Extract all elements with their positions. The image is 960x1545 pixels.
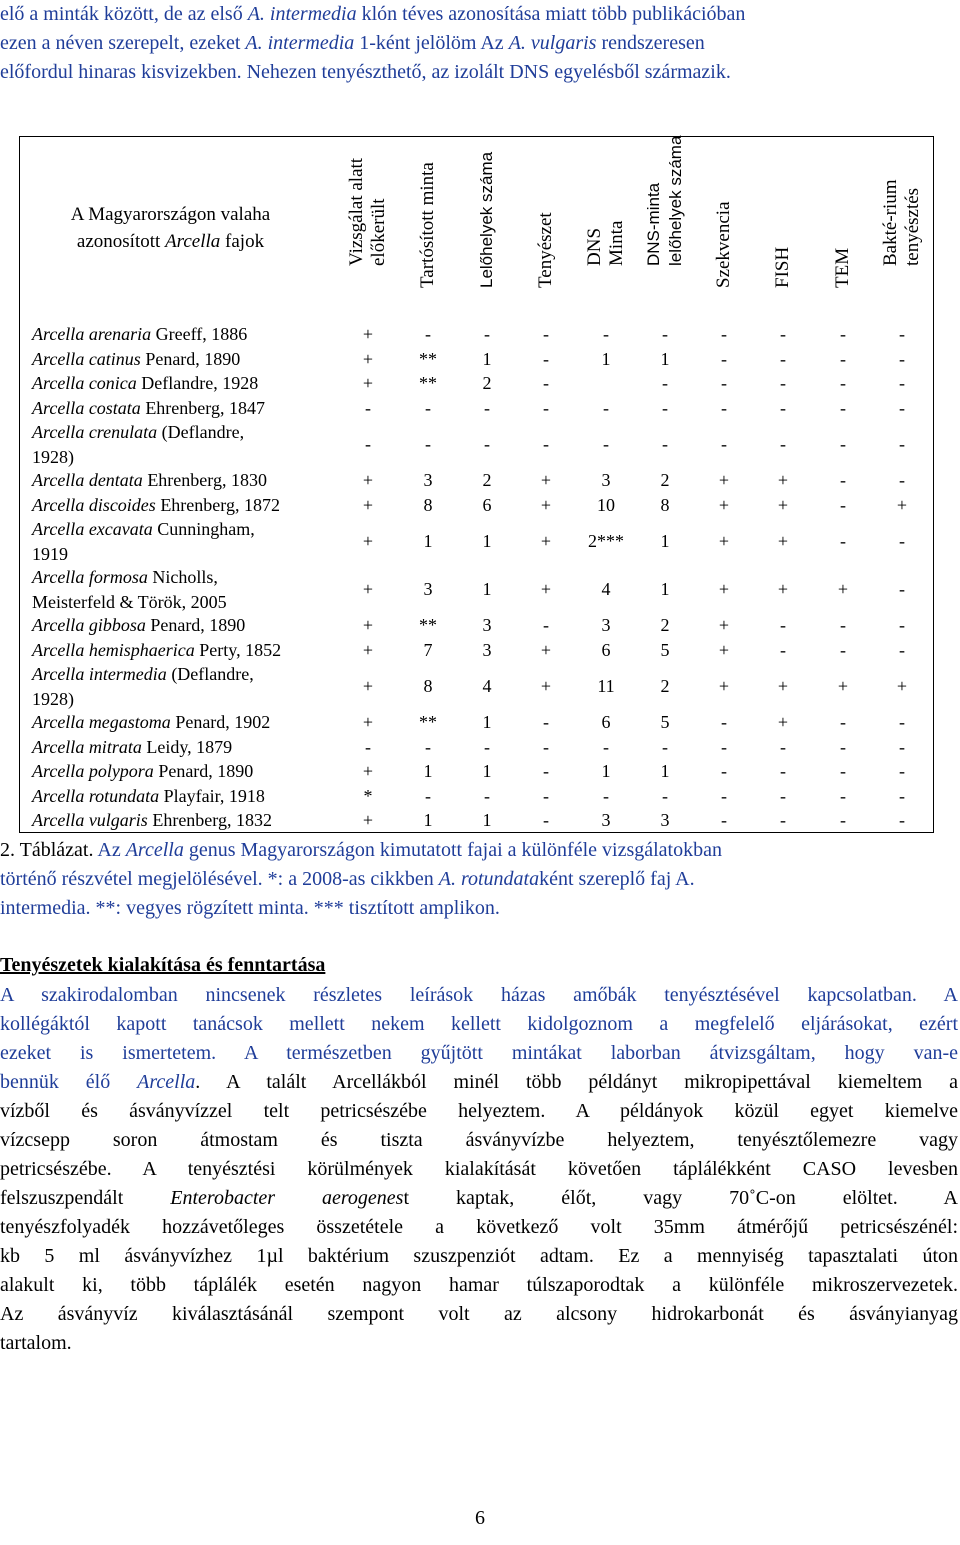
cell-col-8: + — [777, 470, 789, 490]
table-row — [32, 371, 932, 396]
cell-col-7: - — [721, 712, 727, 732]
species-name: Arcella conica Deflandre, 1928 — [32, 373, 259, 393]
cell-col-6: - — [662, 397, 668, 418]
cell-col-7: + — [718, 531, 730, 551]
intro-paragraph — [0, 0, 958, 87]
table-row — [32, 493, 932, 518]
cell-col-3: - — [484, 736, 490, 757]
cell-col-5: 1 — [601, 761, 611, 781]
cell-col-8: + — [777, 494, 789, 515]
cell-col-6: 2 — [660, 615, 670, 635]
cell-col-4: + — [540, 579, 552, 599]
species-name: Arcella excavata Cunningham, 1919 — [32, 519, 255, 564]
cell-col-6: - — [662, 373, 668, 393]
cell-col-2: 7 — [423, 639, 433, 660]
cell-col-10: - — [899, 761, 905, 781]
cell-col-7: + — [718, 639, 730, 660]
cell-col-10: - — [899, 615, 905, 635]
cell-col-1: + — [362, 494, 374, 515]
cell-col-10: + — [896, 494, 908, 515]
intro-line-2: ezen a néven szerepelt, ezeket A. intermedia 1-ként jelölöm Az A. vulgaris rendszeresen — [0, 32, 705, 54]
cell-col-2: ** — [419, 373, 437, 393]
cell-col-1: + — [362, 639, 374, 660]
cell-col-6: 5 — [660, 712, 670, 732]
column-header-4: Tenyészet — [535, 212, 556, 288]
cell-col-5: 10 — [597, 494, 615, 515]
cell-col-3: 1 — [482, 531, 492, 551]
table-row — [32, 808, 932, 833]
cell-col-2: ** — [419, 615, 437, 635]
cell-col-10: + — [896, 676, 908, 696]
species-name: Arcella polypora Penard, 1890 — [32, 761, 254, 781]
cell-col-4: + — [540, 639, 552, 660]
cell-col-5: - — [603, 324, 609, 344]
cell-col-7: - — [721, 397, 727, 418]
cell-col-8: + — [777, 712, 789, 732]
cell-col-8: - — [780, 639, 786, 660]
species-name: Arcella intermedia (Deflandre, 1928) — [32, 664, 254, 709]
cell-col-4: - — [543, 373, 549, 393]
cell-col-4: + — [540, 494, 552, 515]
table-row — [32, 420, 932, 468]
intro-line-3: előfordul hinaras kisvizekben. Nehezen tenyészthető, az izolált DNS egyelésből származik. — [0, 61, 731, 83]
column-header-10: Bakté-rium tenyésztés — [880, 179, 923, 266]
species-name: Arcella megastoma Penard, 1902 — [32, 712, 271, 732]
cell-col-8: - — [780, 615, 786, 635]
cell-col-3: - — [484, 324, 490, 344]
cell-col-8: + — [777, 531, 789, 551]
table-row — [32, 638, 932, 663]
cell-col-6: 2 — [660, 676, 670, 696]
cell-col-10: - — [899, 397, 905, 418]
cell-col-1: + — [362, 470, 374, 490]
cell-col-6: 1 — [660, 531, 670, 551]
cell-col-6: - — [662, 785, 668, 806]
cell-col-3: 1 — [482, 712, 492, 732]
cell-col-9: - — [840, 810, 846, 830]
species-name: Arcella dentata Ehrenberg, 1830 — [32, 470, 267, 490]
cell-col-10: - — [899, 810, 905, 830]
cell-col-8: - — [780, 373, 786, 393]
body-line-1: A szakirodalomban nincsenek részletes leírások házas amőbák tenyésztésével kapcsolatban. A — [0, 984, 958, 1006]
column-header-2: Tartósított minta — [417, 162, 438, 288]
cell-col-1: + — [362, 579, 374, 599]
intro-line-1: elő a minták között, de az első A. intermedia klón téves azonosítása miatt több publikációban — [0, 3, 746, 25]
cell-col-3: 3 — [482, 639, 492, 660]
cell-col-7: - — [721, 810, 727, 830]
cell-col-6: - — [662, 736, 668, 757]
cell-col-2: - — [425, 785, 431, 806]
table-row — [32, 613, 932, 638]
cell-col-9: + — [837, 676, 849, 696]
cell-col-2: ** — [419, 348, 437, 369]
cell-col-5: 6 — [601, 712, 611, 732]
body-line-12: Az ásványvíz kiválasztásánál szempont volt az alcsony hidrokarbonát és ásványianyag — [0, 1303, 958, 1325]
cell-col-1: + — [362, 676, 374, 696]
table-corner-header: A Magyarországon valaha azonosított Arcella fajok — [70, 204, 271, 252]
species-name: Arcella formosa Nicholls, Meisterfeld & Török, 2005 — [32, 567, 227, 612]
table-row — [32, 662, 932, 710]
cell-col-1: + — [362, 348, 374, 369]
cell-col-2: 1 — [423, 810, 433, 830]
cell-col-2: - — [425, 736, 431, 757]
cell-col-1: + — [362, 810, 374, 830]
cell-col-2: - — [425, 397, 431, 418]
cell-col-8: - — [780, 348, 786, 369]
cell-col-7: - — [721, 348, 727, 369]
cell-col-10: - — [899, 639, 905, 660]
cell-col-8: - — [780, 397, 786, 418]
cell-col-10: - — [899, 373, 905, 393]
cell-col-7: + — [718, 579, 730, 599]
cell-col-1: - — [365, 434, 371, 454]
cell-col-9: - — [840, 373, 846, 393]
column-header-9: TEM — [832, 247, 853, 288]
cell-col-1: - — [365, 736, 371, 757]
cell-col-7: - — [721, 324, 727, 344]
cell-col-3: 6 — [482, 494, 492, 515]
cell-col-9: - — [840, 494, 846, 515]
cell-col-9: - — [840, 324, 846, 344]
body-line-8: felszuszpendált Enterobacter aerogenest kaptak, élőt, vagy 70˚C-on elöltet. A — [0, 1187, 958, 1209]
cell-col-9: - — [840, 736, 846, 757]
cell-col-7: + — [718, 615, 730, 635]
cell-col-4: - — [543, 615, 549, 635]
table-row — [32, 759, 932, 784]
arcella-species-table — [19, 136, 934, 833]
cell-col-3: 1 — [482, 761, 492, 781]
cell-col-9: - — [840, 470, 846, 490]
cell-col-9: - — [840, 615, 846, 635]
body-line-3: ezeket is ismertetem. A természetben gyűjtött mintákat laborban átvizsgáltam, hogy van-e — [0, 1042, 958, 1064]
cell-col-1: * — [363, 785, 373, 806]
cell-col-3: 1 — [482, 579, 492, 599]
species-name: Arcella rotundata Playfair, 1918 — [32, 785, 265, 806]
table-row — [32, 468, 932, 493]
cell-col-7: - — [721, 761, 727, 781]
cell-col-5: - — [603, 785, 609, 806]
body-line-11: alakult ki, több táplálék esetén nagyon hamar túlszaporodtak a különféle mikroszervezetek. — [0, 1274, 958, 1296]
cell-col-5: - — [603, 736, 609, 757]
body-paragraph — [0, 981, 958, 1358]
species-name: Arcella mitrata Leidy, 1879 — [32, 736, 233, 757]
cell-col-1: + — [362, 761, 374, 781]
cell-col-1: + — [362, 373, 374, 393]
cell-col-5: 2*** — [588, 531, 624, 551]
column-header-3: Lelőhelyek száma — [477, 151, 496, 288]
cell-col-9: - — [840, 434, 846, 454]
species-name: Arcella catinus Penard, 1890 — [32, 348, 241, 369]
table-row — [32, 517, 932, 565]
cell-col-5: 11 — [597, 676, 615, 696]
cell-col-8: - — [780, 785, 786, 806]
body-line-2: kollégáktól kapott tanácsok mellett nekem kellett kidolgoznom a megfelelő eljárásokat, ezért — [0, 1013, 958, 1035]
cell-col-3: 2 — [482, 373, 492, 393]
table-row — [32, 565, 932, 613]
cell-col-9: - — [840, 397, 846, 418]
column-header-6: DNS-minta lelőhelyek száma — [644, 135, 685, 266]
table-row — [32, 347, 932, 372]
cell-col-4: - — [543, 712, 549, 732]
cell-col-2: 3 — [423, 579, 433, 599]
cell-col-8: + — [777, 676, 789, 696]
cell-col-10: - — [899, 579, 905, 599]
cell-col-9: - — [840, 639, 846, 660]
species-name: Arcella arenaria Greeff, 1886 — [32, 324, 248, 344]
body-line-5: vízből és ásványvízzel telt petricsészébe helyeztem. A példányok közül egyet kiemelve — [0, 1100, 958, 1122]
body-line-7: petricsészébe. A tenyésztési körülmények kialakítását követően táplálékként CASO levesben — [0, 1158, 958, 1180]
cell-col-4: - — [543, 785, 549, 806]
cell-col-3: - — [484, 434, 490, 454]
column-header-8: FISH — [772, 246, 793, 288]
cell-col-1: + — [362, 615, 374, 635]
cell-col-3: - — [484, 397, 490, 418]
cell-col-4: - — [543, 324, 549, 344]
cell-col-6: 8 — [660, 494, 670, 515]
cell-col-2: 8 — [423, 676, 433, 696]
cell-col-7: + — [718, 470, 730, 490]
section-title: Tenyészetek kialakítása és fenntartása — [0, 954, 326, 976]
cell-col-4: + — [540, 470, 552, 490]
table-row — [32, 322, 932, 347]
table-row — [32, 735, 932, 760]
cell-col-2: 1 — [423, 761, 433, 781]
cell-col-4: + — [540, 531, 552, 551]
species-name: Arcella vulgaris Ehrenberg, 1832 — [32, 810, 272, 830]
cell-col-2: - — [425, 324, 431, 344]
body-line-4: bennük élő Arcella. A talált Arcellákból minél több példányt mikropipettával kiemeltem a — [0, 1071, 958, 1093]
cell-col-5: 3 — [601, 615, 611, 635]
cell-col-5: - — [603, 397, 609, 418]
species-name: Arcella discoides Ehrenberg, 1872 — [32, 494, 280, 515]
cell-col-8: + — [777, 579, 789, 599]
cell-col-2: 1 — [423, 531, 433, 551]
cell-col-1: + — [362, 324, 374, 344]
cell-col-8: - — [780, 324, 786, 344]
page-number: 6 — [475, 1507, 485, 1529]
cell-col-9: - — [840, 348, 846, 369]
cell-col-6: - — [662, 324, 668, 344]
cell-col-6: 2 — [660, 470, 670, 490]
cell-col-7: - — [721, 373, 727, 393]
cell-col-2: ** — [419, 712, 437, 732]
table-row — [32, 396, 932, 421]
cell-col-4: + — [540, 676, 552, 696]
cell-col-8: - — [780, 761, 786, 781]
cell-col-1: + — [362, 712, 374, 732]
body-line-6: vízcsepp soron átmostam és tiszta ásványvízbe helyeztem, tenyésztőlemezre vagy — [0, 1129, 958, 1151]
cell-col-3: 3 — [482, 615, 492, 635]
cell-col-9: - — [840, 712, 846, 732]
cell-col-1: - — [365, 397, 371, 418]
cell-col-4: - — [543, 434, 549, 454]
species-name: Arcella hemisphaerica Perty, 1852 — [32, 639, 282, 660]
cell-col-6: - — [662, 434, 668, 454]
cell-col-6: 1 — [660, 348, 670, 369]
body-line-13: tartalom. — [0, 1332, 72, 1354]
cell-col-5: 3 — [601, 810, 611, 830]
cell-col-7: - — [721, 434, 727, 454]
cell-col-5: 3 — [601, 470, 611, 490]
cell-col-3: 1 — [482, 348, 492, 369]
cell-col-3: 4 — [482, 676, 492, 696]
cell-col-3: 2 — [482, 470, 492, 490]
table-row — [32, 710, 932, 735]
cell-col-1: + — [362, 531, 374, 551]
cell-col-7: - — [721, 785, 727, 806]
cell-col-9: - — [840, 761, 846, 781]
cell-col-5: 4 — [601, 579, 611, 599]
body-line-9: tenyészfolyadék hozzávetőleges összetétele a következő volt 35mm átmérőjű petricsészénél: — [0, 1216, 958, 1238]
cell-col-9: - — [840, 785, 846, 806]
body-line-10: kb 5 ml ásványvízhez 1µl baktérium szuszpenziót adtam. Ez a mennyiség tapasztalati úton — [0, 1245, 958, 1267]
species-name: Arcella costata Ehrenberg, 1847 — [32, 397, 265, 418]
cell-col-10: - — [899, 736, 905, 757]
cell-col-2: 8 — [423, 494, 433, 515]
cell-col-8: - — [780, 736, 786, 757]
cell-col-5: - — [603, 434, 609, 454]
cell-col-4: - — [543, 736, 549, 757]
cell-col-4: - — [543, 761, 549, 781]
cell-col-10: - — [899, 434, 905, 454]
cell-col-10: - — [899, 785, 905, 806]
column-header-1: Vizsgálat alatt előkerült — [346, 157, 389, 266]
cell-col-6: 3 — [660, 810, 670, 830]
cell-col-2: 3 — [423, 470, 433, 490]
column-header-5: DNS Minta — [584, 220, 627, 266]
cell-col-10: - — [899, 712, 905, 732]
cell-col-5: 6 — [601, 639, 611, 660]
cell-col-6: 5 — [660, 639, 670, 660]
species-name: Arcella crenulata (Deflandre, 1928) — [32, 422, 245, 467]
cell-col-4: - — [543, 810, 549, 830]
column-header-7: Szekvencia — [713, 201, 734, 288]
cell-col-10: - — [899, 531, 905, 551]
cell-col-6: 1 — [660, 579, 670, 599]
cell-col-8: - — [780, 810, 786, 830]
cell-col-2: - — [425, 434, 431, 454]
cell-col-7: - — [721, 736, 727, 757]
table-caption: 2. Táblázat. Az Arcella genus Magyarországon kimutatott fajai a különféle vizsgálatokban történő részvétel megjelölésével. *: a 2008-as cikkben A. rotundataként szereplő faj A. intermedia. **: vegyes rögzített minta. *** tisztított amplikon. — [0, 839, 722, 919]
cell-col-4: - — [543, 397, 549, 418]
cell-col-8: - — [780, 434, 786, 454]
cell-col-4: - — [543, 348, 549, 369]
cell-col-6: 1 — [660, 761, 670, 781]
cell-col-10: - — [899, 324, 905, 344]
cell-col-10: - — [899, 348, 905, 369]
table-row — [32, 784, 932, 809]
species-name: Arcella gibbosa Penard, 1890 — [32, 615, 246, 635]
cell-col-7: + — [718, 494, 730, 515]
cell-col-5: 1 — [601, 348, 611, 369]
cell-col-9: - — [840, 531, 846, 551]
cell-col-7: + — [718, 676, 730, 696]
cell-col-9: + — [837, 579, 849, 599]
cell-col-10: - — [899, 470, 905, 490]
cell-col-3: 1 — [482, 810, 492, 830]
cell-col-3: - — [484, 785, 490, 806]
